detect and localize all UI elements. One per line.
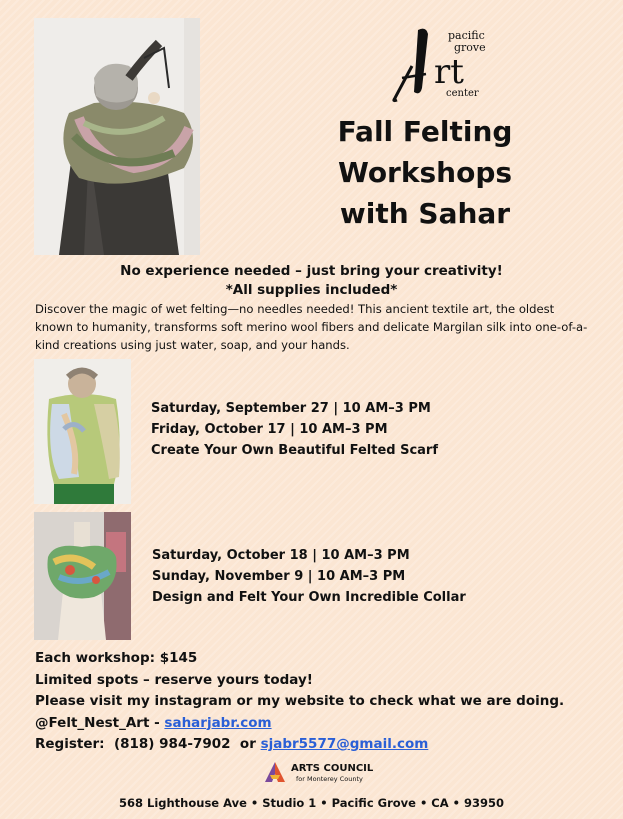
price-line: Each workshop: $145 [35,650,198,666]
page-title [300,111,550,234]
workshop-info [35,648,564,756]
tagline [0,262,623,300]
workshop-1-date-2: Friday, October 17 | 10 AM–3 PM [151,422,388,437]
workshop-1-title: Create Your Own Beautiful Felted Scarf [151,443,438,458]
workshop-2-details [152,545,466,608]
title-line-1: Fall Felting [337,115,513,148]
website-link[interactable]: saharjabr.com [164,714,272,731]
limited-spots-line: Limited spots – reserve yours today! [35,671,313,688]
scarf-model-photo [34,18,200,255]
visit-line: Please visit my instagram or my website to check what we are doing. [35,693,565,709]
workshop-1-details [151,398,438,461]
workshop-2-title: Design and Felt Your Own Incredible Collar [152,590,466,605]
logo-text-rt: rt [434,52,464,92]
instagram-line [35,713,564,735]
workshop-2-date-2: Sunday, November 9 | 10 AM–3 PM [152,569,406,584]
intro-paragraph: Discover the magic of wet felting—no needles needed! This ancient textile art, the oldest known to humanity, transforms soft merino wool fibers and delicate Margilan silk into one-of-a-kind creations using just water, soap, and your hands. [35,302,588,352]
scarf-workshop-photo [34,359,131,504]
workshop-2-date-1: Saturday, October 18 | 10 AM–3 PM [152,548,410,563]
register-line [35,734,564,756]
logo-text-grove: grove [454,41,486,54]
register-phone: Register: (818) 984-7902 or [35,736,261,752]
collar-workshop-photo [34,512,131,640]
tagline-line-1: No experience needed – just bring your creativity! [120,263,503,279]
email-link[interactable]: sjabr5577@gmail.com [260,736,429,752]
arts-council-name: ARTS COUNCIL [291,763,374,774]
instagram-handle: @Felt_Nest_Art - [35,714,165,731]
tagline-line-2: *All supplies included* [225,282,398,298]
title-line-3: with Sahar [339,197,511,230]
pacific-grove-art-center-logo [390,26,500,104]
arts-council-subtitle: for Monterey County [296,775,363,783]
title-line-2: Workshops [337,156,513,189]
logo-text-pacific: pacific [448,29,485,42]
arts-council-logo [264,761,394,785]
workshop-1-date-1: Saturday, September 27 | 10 AM–3 PM [151,401,431,416]
arts-council-mark-icon [264,761,286,783]
logo-text-center: center [446,88,479,99]
footer-address: 568 Lighthouse Ave • Studio 1 • Pacific Grove • CA • 93950 [118,796,505,810]
